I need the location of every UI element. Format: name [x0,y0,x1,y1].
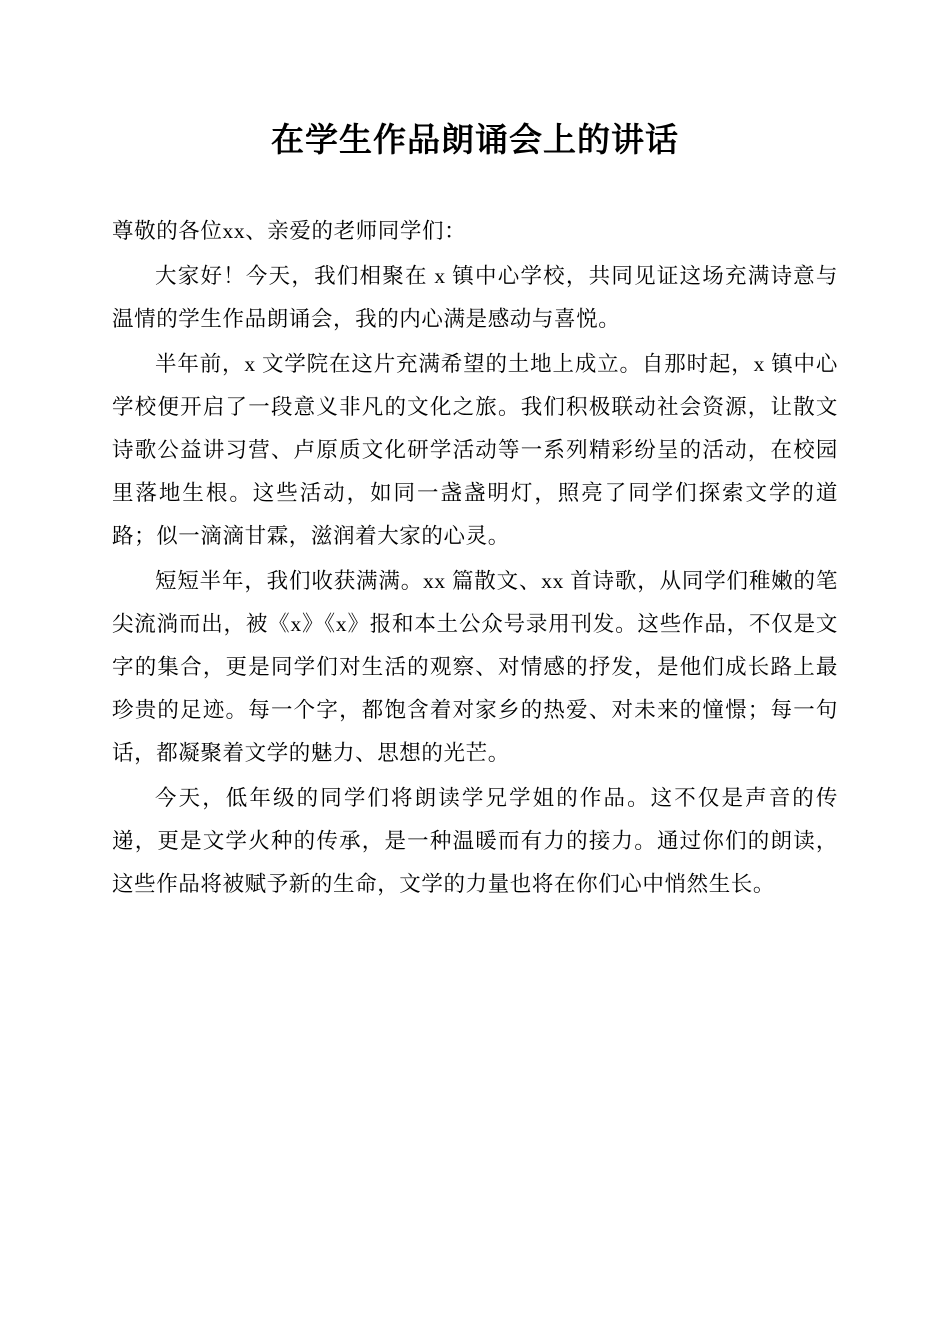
paragraph-greeting: 大家好！今天，我们相聚在 x 镇中心学校，共同见证这场充满诗意与温情的学生作品朗诵会，我的内心满是感动与喜悦。 [112,264,838,332]
paragraph-achievements: 短短半年，我们收获满满。xx 篇散文、xx 首诗歌，从同学们稚嫩的笔尖流淌而出，被《x》《x》报和本土公众号录用刊发。这些作品，不仅是文字的集合，更是同学们对生活的观察、对情感的抒发，是他们成长路上最珍贵的足迹。每一个字，都饱含着对家乡的热爱、对未来的憧憬；每一句话，都凝聚着文学的魅力、思想的光芒。 [112,569,838,766]
paragraph-background: 半年前，x 文学院在这片充满希望的土地上成立。自那时起，x 镇中心学校便开启了一段意义非凡的文化之旅。我们积极联动社会资源，让散文诗歌公益讲习营、卢原质文化研学活动等一系列精彩纷呈的活动，在校园里落地生根。这些活动，如同一盏盏明灯，照亮了同学们探索文学的道路；似一滴滴甘霖，滋润着大家的心灵。 [112,352,838,549]
page-title: 在学生作品朗诵会上的讲话 [271,123,679,159]
paragraph-today: 今天，低年级的同学们将朗读学兄学姐的作品。这不仅是声音的传递，更是文学火种的传承，是一种温暖而有力的接力。通过你们的朗读，这些作品将被赋予新的生命，文学的力量也将在你们心中悄然生长。 [112,786,838,897]
paragraph-salutation: 尊敬的各位xx、亲爱的老师同学们： [112,219,467,244]
